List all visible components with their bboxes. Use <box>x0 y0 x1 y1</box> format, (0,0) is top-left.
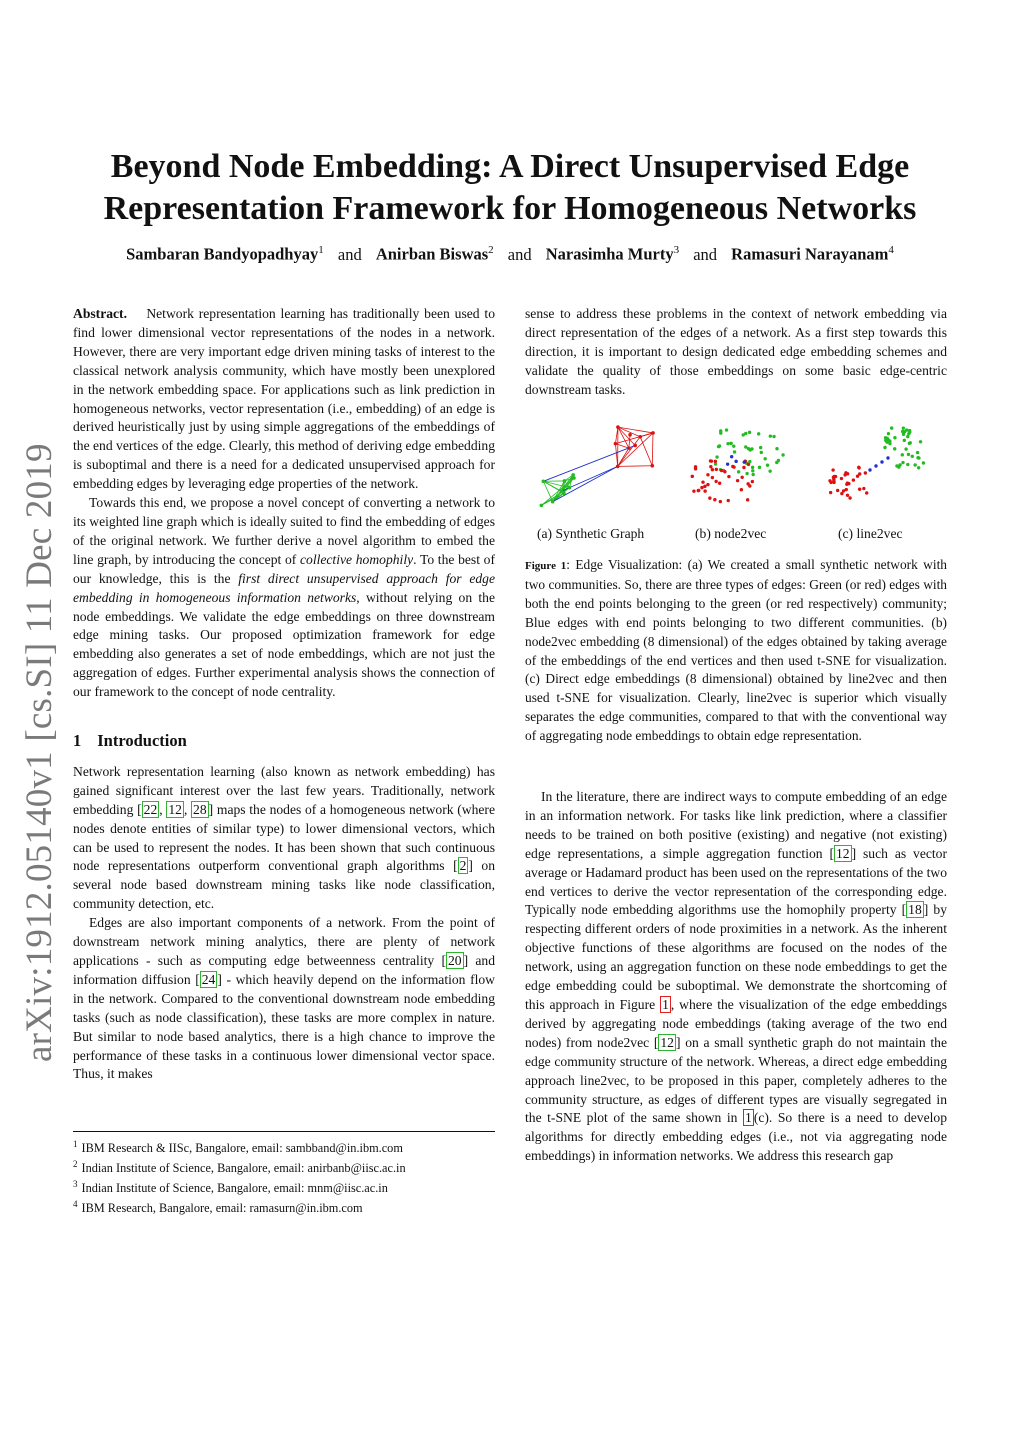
emphasis-text: first direct unsupervised approach for edge embedding in homogeneous information networks <box>73 570 495 605</box>
footnote <box>73 1176 495 1196</box>
citation-link[interactable]: 12 <box>835 845 850 861</box>
right-top-paragraph: sense to address these problems in the context of network embedding via direct representation of the edges of a network. As a first step towards this direction, it is important to design dedicated edge embedding schemes and validate the quality of those embeddings on some basic edge-centric downstream tasks. <box>525 306 947 397</box>
right-column-body <box>525 788 947 1166</box>
embedding-point <box>715 468 718 471</box>
embedding-point <box>864 471 867 474</box>
figure-link[interactable]: 1 <box>662 996 669 1012</box>
text-span: In the literature, there are indirect ways to compute embedding of an edge in an information network. For tasks like link prediction, where a classifier needs to be trained on both positive (existing) and negative (not existing) edge representations, a simple aggregation function <box>525 789 947 861</box>
author-name: Anirban Biswas <box>375 244 489 264</box>
embedding-point <box>751 480 754 483</box>
embedding-point <box>845 483 848 486</box>
author-list <box>60 244 960 265</box>
embedding-point <box>903 439 906 442</box>
left-column <box>73 305 495 1084</box>
footnote-mark: 3 <box>73 1179 78 1190</box>
abstract-paragraph-2 <box>73 494 495 702</box>
embedding-point <box>857 466 860 469</box>
embedding-point <box>691 475 694 478</box>
embedding-point <box>840 477 843 480</box>
embedding-point <box>703 489 706 492</box>
figure-link[interactable]: 1 <box>745 1110 752 1126</box>
embedding-point <box>718 482 721 485</box>
graph-node <box>572 476 576 480</box>
intro-paragraph-2: Edges are also important components of a network. From the point of downstream network mining analytics, there are plenty of network applications - such as computing edge betweenness centrality [ 20 ] and information diffusion [ 24 ] - which heavily depend on the information flow in the network. Compared to the conventional downstream node embedding tasks (such as node classification), these tasks are more complex in nature. But similar to node based analytics, there is a high chance to improve the performance of these tasks in a continuous lower dimensional vector space. Thus, it makes <box>73 915 495 1082</box>
graph-edge <box>615 444 617 467</box>
embedding-point <box>757 432 760 435</box>
section-number: 1 <box>73 731 82 751</box>
embedding-point <box>890 426 893 429</box>
graph-node <box>628 433 632 437</box>
footnote-mark: 4 <box>73 1199 78 1210</box>
embedding-point <box>901 453 904 456</box>
embedding-point <box>907 432 910 435</box>
title-line-1: Beyond Node Embedding: A Direct Unsupervised Edge <box>110 148 910 185</box>
embedding-point <box>748 431 751 434</box>
embedding-point <box>775 461 778 464</box>
footnote-mark: 1 <box>73 1139 78 1149</box>
paper-title <box>60 146 960 230</box>
embedding-point <box>709 465 712 468</box>
subcaption-c: (c) line2vec <box>838 526 903 541</box>
embedding-point <box>760 451 763 454</box>
embedding-point <box>743 460 746 463</box>
embedding-point <box>769 434 772 437</box>
embedding-point <box>746 498 749 501</box>
footnote-text: Indian Institute of Science, Bangalore, email: mnm@iisc.ac.in <box>81 1181 388 1196</box>
embedding-point <box>714 460 717 463</box>
citation-link[interactable]: 2 <box>459 858 467 874</box>
embedding-point <box>714 480 717 483</box>
title-line-2: Representation Framework for Homogeneous Networks <box>103 190 917 227</box>
author-name: Ramasuri Narayanam <box>731 244 889 264</box>
text-span: . To the best of our knowledge, this is the <box>73 551 496 586</box>
embedding-point <box>758 466 761 469</box>
graph-node <box>571 473 575 477</box>
graph-node <box>616 425 620 429</box>
graph-node <box>614 442 618 446</box>
embedding-point <box>865 491 868 494</box>
section-title: Introduction <box>97 731 187 751</box>
embedding-point <box>727 475 730 478</box>
right-column-top <box>525 305 947 400</box>
embedding-point <box>723 470 726 473</box>
graph-node <box>627 446 631 450</box>
citation-link[interactable]: 28 <box>193 801 207 817</box>
graph-node <box>551 500 555 504</box>
embedding-point <box>697 489 700 492</box>
text-span: Towards this end, we propose a novel concept of converting a network to its weighted line graph which is ideally suited to find the embedding of edges of the original network. We further derive a novel algorithm to embed the line graph, by introducing the concept of <box>73 495 495 567</box>
embedding-point <box>874 464 877 467</box>
author-name: Sambaran Bandyopadhyay <box>126 244 319 264</box>
embedding-point <box>713 498 716 501</box>
figure-caption <box>525 556 947 746</box>
embedding-point <box>916 451 919 454</box>
embedding-point <box>742 466 745 469</box>
embedding-point <box>748 448 751 451</box>
embedding-point <box>733 450 736 453</box>
embedding-point <box>893 436 896 439</box>
embedding-point <box>734 460 737 463</box>
footnote-text: Indian Institute of Science, Bangalore, email: anirbanb@iisc.ac.in <box>81 1161 406 1176</box>
text-span: by respecting different orders of node proximities in a network. As the inherent objective functions of these algorithms are focused on the nodes of the network, using an aggregation function on these node embeddings to get the edge embedding could be suboptimal. We demonstrate the shortcoming of this approach in Figure <box>525 902 947 1012</box>
arxiv-stamp: arXiv:1912.05140v1 [cs.SI] 11 Dec 2019 <box>19 443 60 1062</box>
embedding-point <box>829 491 832 494</box>
graph-edge <box>618 427 653 433</box>
embedding-point <box>852 478 855 481</box>
graph-edge <box>618 466 653 467</box>
embedding-point <box>717 445 720 448</box>
footnote <box>73 1156 495 1176</box>
affiliation-mark: 3 <box>673 244 680 256</box>
embedding-point <box>906 463 909 466</box>
embedding-point <box>701 480 704 483</box>
graph-edge <box>640 437 652 466</box>
footnote-text: IBM Research & IISc, Bangalore, email: sambband@in.ibm.com <box>81 1141 403 1156</box>
embedding-point <box>888 439 891 442</box>
embedding-point <box>711 476 714 479</box>
embedding-point <box>730 455 733 458</box>
footnote <box>73 1136 495 1156</box>
embedding-point <box>880 460 883 463</box>
author-separator: and <box>693 244 718 264</box>
citation-link[interactable]: 12 <box>168 801 182 817</box>
embedding-point <box>747 463 750 466</box>
embedding-point <box>740 488 743 491</box>
figure-1-plots <box>525 420 947 520</box>
embedding-point <box>831 468 834 471</box>
text-span: on several node based downstream mining tasks like node classification, community detection, etc. <box>73 858 495 912</box>
body-paragraph: In the literature, there are indirect ways to compute embedding of an edge in an information network. For tasks like link prediction, where a classifier needs to be trained on both positive (existing) and negative (not existing) edge representations, a simple aggregation function [ 12 ] such as vector average or Hadamard product has been used on the representations of the two end vertices to derive the vector representation of the corresponding edge. Typically node embedding algorithms use the homophily property [ 18 ] by respecting different orders of node proximities in a network. As the inherent objective functions of these algorithms are focused on the nodes of the network, using an aggregation function on these node embeddings to get the edge embedding could be suboptimal. We demonstrate the shortcoming of this approach in Figure 1 , where the visualization of the edge embeddings derived by aggregating node embeddings (taking average of the two end nodes) from node2vec [ 12 ] on a small synthetic graph do not maintain the edge community structure of the network. Whereas, a direct edge embedding approach line2vec, to be proposed in this paper, completely adheres to the community structure, as edges of different types are visually segregated in the t-SNE plot of the same shown in 1 (c). So there is a need to develop algorithms for directly embedding edges (i.e., not via aggregating node embeddings) in information networks. We address this research gap <box>525 789 948 1164</box>
embedding-point <box>732 444 735 447</box>
abstract-label: Abstract. <box>73 306 127 321</box>
emphasis-text: collective homophily <box>299 551 414 567</box>
embedding-point <box>748 484 751 487</box>
footnotes <box>73 1131 495 1216</box>
embedding-point <box>725 428 728 431</box>
embedding-point <box>886 437 889 440</box>
citation-link[interactable]: 20 <box>447 953 462 968</box>
embedding-point <box>732 465 735 468</box>
embedding-point <box>759 446 762 449</box>
embedding-point <box>763 457 766 460</box>
embedding-point <box>694 467 697 470</box>
section-heading <box>73 732 495 751</box>
citation-link[interactable]: 22 <box>143 801 158 817</box>
caption-text: : Edge Visualization: (a) We created a small synthetic network with two communities. So, there are three types of edges: Green (or red) edges with both the end points belonging to the green (or red respectively) community; Blue edges with end points belonging to two different communities. (b) node2vec embedding (8 dimensional) of the edges obtained by taking average of the embeddings of the end vertices and then used t-SNE for visualization. (c) Direct edge embeddings (8 dimensional) obtained by line2vec and then used t-SNE for visualization. Clearly, line2vec is superior which visually separates the edge communities, compared to that with the conventional way of aggregating node embeddings to obtain edge representation. <box>525 557 947 744</box>
intro-paragraph-1: Network representation learning (also known as network embedding) has gained significant interest over the last few years. Traditionally, network embedding [ 22 , 12 , 28 ] maps the nodes of a homogeneous network (where nodes denote entities of similar type) to lower dimensional vectors, which can be used to represent the nodes. It has been shown that such continuous node representations outperform conventional graph algorithms [ 2 ] on several node based downstream mining tasks like node classification, community detection, etc. <box>73 763 495 912</box>
text-span: and information diffusion <box>73 953 495 987</box>
author-separator: and <box>507 244 532 264</box>
embedding-point <box>744 432 747 435</box>
embedding-point <box>904 447 907 450</box>
graph-node <box>563 479 567 483</box>
text-span: on a small synthetic graph do not maintain the edge community structure of the network. Whereas, a direct edge embedding approach line2vec, to be proposed in this paper, completely adheres to the community structure, as edges of different types are visually segregated in the t-SNE plot of the same shown in <box>525 1034 947 1126</box>
embedding-point <box>922 461 925 464</box>
embedding-point <box>887 432 890 435</box>
embedding-point <box>883 446 886 449</box>
embedding-point <box>846 494 849 497</box>
graph-node <box>542 479 546 483</box>
embedding-point <box>868 468 871 471</box>
embedding-point <box>893 447 896 450</box>
embedding-point <box>843 473 846 476</box>
text-span: Edges are also important components of a network. From the point of downstream network mining analytics, there are plenty of network applications - such as computing edge betweenness centrality <box>73 915 495 968</box>
citation-link[interactable]: 12 <box>660 1034 674 1050</box>
embedding-point <box>710 459 713 462</box>
embedding-point <box>720 469 723 472</box>
citation-link[interactable]: 24 <box>201 971 216 987</box>
embedding-point <box>903 430 906 433</box>
graph-node <box>638 435 642 439</box>
embedding-point <box>726 442 729 445</box>
embedding-point <box>736 479 739 482</box>
embedding-point <box>781 453 784 456</box>
graph-edge <box>618 437 641 467</box>
graph-node <box>568 486 572 490</box>
graph-node <box>560 489 564 493</box>
embedding-point <box>727 499 730 502</box>
text-span: (c). So there is a need to develop algorithms for directly embedding edges (i.e., not via aggregating node embeddings) in information networks. We address this research gap <box>525 1110 947 1164</box>
embedding-point <box>751 473 754 476</box>
graph-node <box>651 431 655 435</box>
embedding-point <box>751 469 754 472</box>
embedding-point <box>706 473 709 476</box>
embedding-point <box>772 435 775 438</box>
embedding-point <box>751 466 754 469</box>
text-span: Network representation learning (also known as network embedding) has gained significant interest over the last few years. Traditionally, network embedding <box>73 763 495 817</box>
embedding-point <box>768 469 771 472</box>
embedding-point <box>919 440 922 443</box>
graph-node <box>616 465 620 469</box>
embedding-point <box>744 445 747 448</box>
abstract-text: Network representation learning has traditionally been used to find lower dimensional vector representations of the nodes in a network. However, there are very important edge driven mining tasks of interest to the classical network analysis community, which have mostly been unexplored in the network embedding space. For applications such as link prediction in homogeneous networks, vector representation (i.e., embedding) of an edge is derived heuristically just by using simple aggregations of the embeddings of the end vertices of the edge. Clearly, this method of deriving edge embedding is suboptimal and there is a need for a dedicated unsupervised approach for embedding edges by leveraging edge properties of the network. <box>73 306 495 492</box>
embedding-point <box>909 441 912 444</box>
text-span: such as vector average or Hadamard product has been used on the representations of the two end vertices to derive the vector representation of the corresponding edge. Typically node embedding algorithms use the homophily property <box>525 845 948 918</box>
footnote-text: IBM Research, Bangalore, email: ramasurn@in.ibm.com <box>81 1201 363 1216</box>
embedding-point <box>901 461 904 464</box>
embedding-point <box>917 456 920 459</box>
affiliation-mark: 4 <box>888 244 894 256</box>
text-span: , where the visualization of the edge embeddings derived by aggregating node embeddings (taking average of the two end nodes) from node2vec <box>525 996 947 1050</box>
embedding-point <box>836 489 839 492</box>
embedding-point <box>715 455 718 458</box>
embedding-point <box>858 488 861 491</box>
graph-node <box>650 464 654 468</box>
embedding-point <box>737 470 740 473</box>
embedding-point <box>726 462 729 465</box>
subcaption-a: (a) Synthetic Graph <box>537 526 645 541</box>
footnote <box>73 1196 495 1216</box>
embedding-point <box>833 475 836 478</box>
footnote-mark: 2 <box>73 1159 78 1170</box>
affiliation-mark: 1 <box>318 244 324 256</box>
citation-link[interactable]: 18 <box>908 902 922 918</box>
embedding-point <box>708 496 711 499</box>
text-span: - which heavily depend on the information flow in the network. Compared to the conventional downstream node embedding tasks (such as node classification), these tasks are more complex in nature. But similar to node based analytics, there is a high chance to improve the performance of these tasks in a continuous lower dimensional vector space. Thus, it makes <box>73 971 495 1082</box>
subcaption-b: (b) node2vec <box>695 526 767 541</box>
graph-node <box>540 504 544 508</box>
embedding-point <box>692 489 695 492</box>
text-span: maps the nodes of a homogeneous network (where nodes denote entities of similar type) to lower dimensional vectors, which can be used to represent the nodes. It has been shown that such continuous node representations outperform conventional graph algorithms <box>73 801 495 874</box>
embedding-point <box>719 431 722 434</box>
embedding-point <box>845 488 848 491</box>
embedding-point <box>703 485 706 488</box>
embedding-point <box>886 456 889 459</box>
embedding-point <box>902 426 905 429</box>
embedding-point <box>740 476 743 479</box>
abstract-paragraph <box>73 305 495 494</box>
affiliation-mark: 2 <box>488 244 494 256</box>
author-name: Narasimha Murty <box>545 244 674 264</box>
graph-edge <box>629 435 630 448</box>
embedding-point <box>856 474 859 477</box>
embedding-point <box>829 481 832 484</box>
text-span: , without relying on the node embeddings. We validate the edge embeddings on three downstream edge mining tasks. Our proposed optimization framework for edge embedding also generates a set of node embeddings, which are not just the aggregation of edges. Further experimental analysis shows the connection of our framework to the concept of node centrality. <box>73 589 495 700</box>
embedding-point <box>711 468 714 471</box>
embedding-point <box>706 483 709 486</box>
embedding-point <box>700 486 703 489</box>
embedding-point <box>913 463 916 466</box>
graph-node <box>633 444 637 448</box>
author-separator: and <box>337 244 362 264</box>
figure-label: Figure 1 <box>525 560 567 572</box>
embedding-point <box>907 453 910 456</box>
embedding-point <box>766 464 769 467</box>
graph-edge <box>652 433 653 466</box>
embedding-point <box>848 496 851 499</box>
embedding-point <box>745 472 748 475</box>
embedding-point <box>917 466 920 469</box>
embedding-point <box>775 447 778 450</box>
embedding-point <box>895 464 898 467</box>
embedding-point <box>719 500 722 503</box>
embedding-point <box>908 429 911 432</box>
embedding-point <box>911 455 914 458</box>
embedding-point <box>862 487 865 490</box>
embedding-point <box>729 442 732 445</box>
